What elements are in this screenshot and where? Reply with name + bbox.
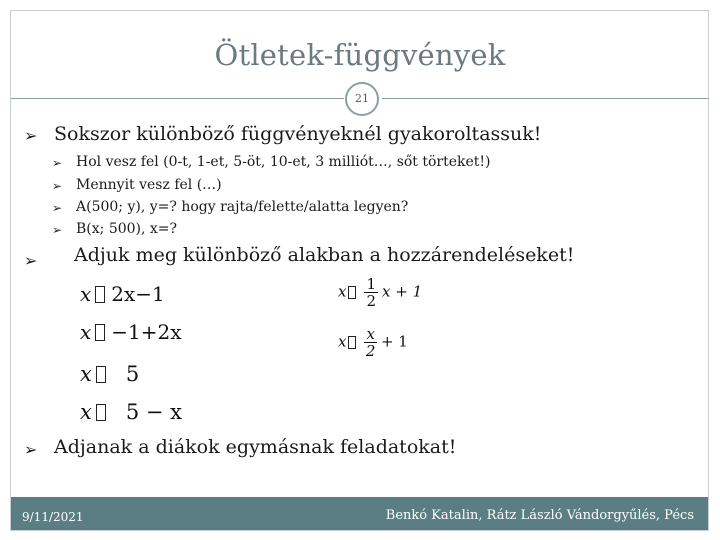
sub-bullet-1: Hol vesz fel (0-t, 1-et, 5-öt, 10-et, 3 milliót…, sőt törteket!) xyxy=(76,154,491,170)
formula-variable: x xyxy=(338,332,347,351)
mapsto-glyph-icon xyxy=(96,404,106,421)
sub-bullet-4: B(x; 500), x=? xyxy=(76,221,178,237)
formula-expression: −1+2x xyxy=(111,320,182,344)
formula-variable: x xyxy=(338,282,347,301)
sub-bullet-3: A(500; y), y=? hogy rajta/felette/alatta legyen? xyxy=(76,199,409,215)
mapsto-glyph-icon xyxy=(348,336,356,349)
formula-variable: x xyxy=(80,282,92,306)
fraction-numerator: x xyxy=(366,325,375,343)
formula-6 xyxy=(338,326,408,359)
formula-expression: 5 xyxy=(125,362,140,386)
bullet-arrow-icon: ➢ xyxy=(24,126,38,145)
mapsto-glyph-icon xyxy=(95,324,105,341)
mapsto-glyph-icon xyxy=(95,286,105,303)
formula-4 xyxy=(80,400,182,424)
title-divider-right xyxy=(382,98,709,99)
slide-title: Ötletek-függvények xyxy=(214,38,506,72)
footer-date: 9/11/2021 xyxy=(22,510,84,524)
bullet-arrow-icon: ➢ xyxy=(52,179,63,193)
mapsto-glyph-icon xyxy=(96,366,106,383)
fraction-denominator: 2 xyxy=(366,292,377,310)
formula-expression: 5 − x xyxy=(125,400,182,424)
formula-5 xyxy=(338,276,422,309)
formula-variable: x xyxy=(80,362,92,386)
bullet-2: Adjuk meg különböző alakban a hozzárendeléseket! xyxy=(74,244,575,266)
bullet-3: Adjanak a diákok egymásnak feladatokat! xyxy=(54,436,457,458)
footer-author: Benkó Katalin, Rátz László Vándorgyűlés, Pécs xyxy=(385,508,694,523)
slide-number-badge: 21 xyxy=(345,82,379,116)
formula-expression: x + 1 xyxy=(382,282,423,301)
bullet-arrow-icon: ➢ xyxy=(52,156,63,170)
bullet-arrow-icon: ➢ xyxy=(52,201,63,215)
formula-expression: + 1 xyxy=(380,332,408,351)
bullet-1: Sokszor különböző függvényeknél gyakoroltassuk! xyxy=(54,123,542,145)
bullet-arrow-icon: ➢ xyxy=(52,223,63,237)
formula-1 xyxy=(80,282,165,306)
formula-3 xyxy=(80,362,139,386)
mapsto-glyph-icon xyxy=(348,286,356,299)
fraction-numerator: 1 xyxy=(366,275,377,293)
title-divider-left xyxy=(11,98,344,99)
bullet-arrow-icon: ➢ xyxy=(24,251,38,270)
formula-2 xyxy=(80,320,182,344)
formula-variable: x xyxy=(80,320,92,344)
bullet-arrow-icon: ➢ xyxy=(24,440,38,459)
sub-bullet-2: Mennyit vesz fel (…) xyxy=(76,177,222,193)
formula-variable: x xyxy=(80,400,92,424)
fraction xyxy=(364,326,376,359)
formula-expression: 2x−1 xyxy=(111,282,165,306)
fraction xyxy=(364,276,378,309)
fraction-denominator: 2 xyxy=(365,342,376,360)
